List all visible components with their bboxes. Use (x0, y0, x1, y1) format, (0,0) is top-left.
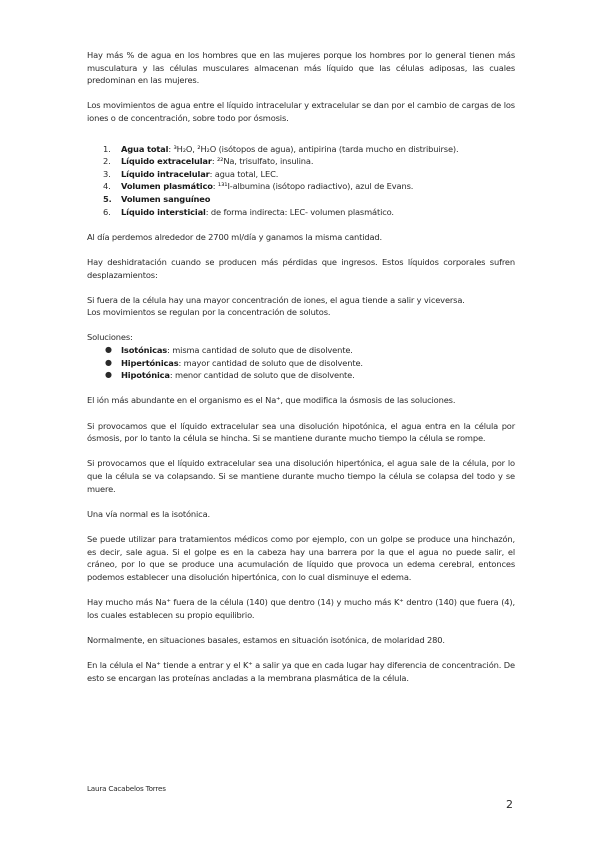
paragraph-medical-use: Se puede utilizar para tratamientos médicos como por ejemplo, con un golpe se produce una hinchazón, es decir, sale agua. Si el golpe es en la cabeza hay una barrera por la que el agua no puede salir, el cráneo, por lo que se produce una acumulación de líquido que provoca un edema cerebral, entonces podemos establecer una disolución hipertónica, con lo cual disminuye el edema. (87, 533, 515, 582)
paragraph-dehydration: Hay deshidratación cuando se producen más pérdidas que ingresos. Estos líquidos corporales sufren desplazamientos: (87, 256, 515, 280)
bullet-icon: ● (105, 345, 112, 355)
list-item: 2. Líquido extracelular: ²²Na, trisulfato, insulina. (103, 156, 314, 167)
list-item: 1. Agua total: ³H₂O, ²H₂O (isótopos de agua), antipirina (tarda mucho en distribuirse). (103, 143, 459, 154)
footer-author: Laura Cacabelos Torres (87, 784, 166, 793)
list-item: ● Isotónicas: misma cantidad de soluto que de disolvente. (105, 345, 353, 356)
list-item: ● Hipotónica: menor cantidad de soluto que de disolvente. (105, 370, 355, 381)
paragraph-basal: Normalmente, en situaciones basales, estamos en situación isotónica, de molaridad 280. (87, 634, 445, 645)
paragraph-hypotonic: Si provocamos que el líquido extracelular sea una disolución hipotónica, el agua entra en la célula por ósmosis, por lo tanto la célula se hincha. Si se mantiene durante mucho tiempo la célula se rompe. (87, 420, 515, 444)
list-item: 5. Volumen sanguíneo (103, 193, 211, 204)
paragraph-sodium: El ión más abundante en el organismo es el Na⁺, que modifica la ósmosis de las soluciones. (87, 395, 456, 406)
bullet-icon: ● (105, 370, 112, 380)
bullet-icon: ● (105, 357, 112, 367)
list-item: 6. Líquido intersticial: de forma indirecta: LEC- volumen plasmático. (103, 206, 394, 217)
paragraph-isotonic: Una vía normal es la isotónica. (87, 508, 211, 519)
measurement-list (87, 143, 515, 219)
paragraph-daily-loss: Al día perdemos alrededor de 2700 ml/día y ganamos la misma cantidad. (87, 231, 383, 242)
paragraph-ion-concentration: Si fuera de la célula hay una mayor concentración de iones, el agua tiende a salir y viceversa. (87, 294, 465, 305)
paragraph-hypertonic: Si provocamos que el líquido extracelular sea una disolución hipertónica, el agua sale de la célula, por lo que la célula se va colapsando. Si se mantiene durante mucho tiempo la célula se colapsa del todo y se muere. (87, 458, 515, 494)
list-item: 3. Líquido intracelular: agua total, LEC. (103, 168, 279, 179)
paragraph-water-movement: Los movimientos de agua entre el líquido intracelular y extracelular se dan por el cambio de cargas de los iones o de concentración, sobre todo por ósmosis. (87, 100, 515, 123)
paragraph-water-by-sex: Hay más % de agua en los hombres que en las mujeres porque los hombres por lo general tienen más musculatura y las células musculares almacenan más líquido que las células adiposas, las cuales predominan en las mujeres. (87, 50, 515, 86)
list-item: 4. Volumen plasmático: ¹³¹I-albumina (isótopo radiactivo), azul de Evans. (103, 181, 414, 192)
paragraph-na-k-proteins: En la célula el Na⁺ tiende a entrar y el K⁺ a salir ya que en cada lugar hay diferencia de concentración. De esto se encargan las proteínas ancladas a la membrana plasmática de la célula. (87, 659, 515, 683)
paragraph-solute-regulation: Los movimientos se regulan por la concentración de solutos. (87, 307, 331, 318)
page-content (87, 49, 515, 697)
page-number: 2 (506, 798, 513, 811)
list-item: ● Hipertónicas: mayor cantidad de soluto que de disolvente. (105, 357, 363, 368)
solutions-heading: Soluciones: (87, 332, 133, 343)
paragraph-na-k-distribution: Hay mucho más Na⁺ fuera de la célula (140) que dentro (14) y mucho más K⁺ dentro (140) que fuera (4), los cuales establecen su propio equilibrio. (87, 596, 515, 620)
solutions-list (87, 344, 515, 382)
